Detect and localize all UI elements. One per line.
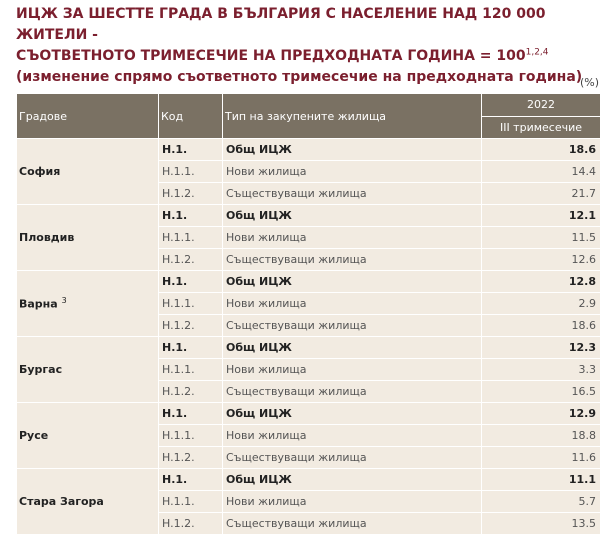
value-cell: 14.4 xyxy=(482,161,601,183)
type-cell: Общ ИЦЖ xyxy=(223,205,482,227)
code-cell: H.1.1. xyxy=(159,425,223,447)
value-cell: 3.3 xyxy=(482,359,601,381)
code-cell: H.1. xyxy=(159,337,223,359)
type-cell: Нови жилища xyxy=(223,359,482,381)
header-year: 2022 xyxy=(482,94,601,117)
value-cell: 11.1 xyxy=(482,469,601,491)
value-cell: 21.7 xyxy=(482,183,601,205)
code-cell: H.1.2. xyxy=(159,447,223,469)
type-cell: Нови жилища xyxy=(223,227,482,249)
value-cell: 2.9 xyxy=(482,293,601,315)
type-cell: Общ ИЦЖ xyxy=(223,403,482,425)
table-row xyxy=(17,205,601,227)
type-cell: Съществуващи жилища xyxy=(223,315,482,337)
unit-label: (%) xyxy=(579,76,599,89)
city-name: Русе xyxy=(19,429,49,442)
code-cell: H.1. xyxy=(159,271,223,293)
type-cell: Нови жилища xyxy=(223,161,482,183)
table-row xyxy=(17,469,601,491)
table-row xyxy=(17,337,601,359)
value-cell: 18.6 xyxy=(482,139,601,161)
title-line-2-text: СЪОТВЕТНОТО ТРИМЕСЕЧИЕ НА ПРЕДХОДНАТА ГОДИНА = 100 xyxy=(16,48,526,64)
value-cell: 5.7 xyxy=(482,491,601,513)
table-row xyxy=(17,139,601,161)
type-cell: Съществуващи жилища xyxy=(223,447,482,469)
city-footnote-ref: 3 xyxy=(61,296,67,306)
table-row xyxy=(17,403,601,425)
value-cell: 11.6 xyxy=(482,447,601,469)
hpi-table xyxy=(16,93,601,535)
value-cell: 16.5 xyxy=(482,381,601,403)
title-footnote-refs: 1,2,4 xyxy=(525,47,549,58)
header-city: Градове xyxy=(17,94,159,139)
city-name-cell xyxy=(17,403,159,469)
code-cell: H.1. xyxy=(159,205,223,227)
code-cell: H.1. xyxy=(159,403,223,425)
type-cell: Общ ИЦЖ xyxy=(223,139,482,161)
code-cell: H.1. xyxy=(159,139,223,161)
page-title xyxy=(16,4,612,88)
type-cell: Нови жилища xyxy=(223,293,482,315)
type-cell: Общ ИЦЖ xyxy=(223,469,482,491)
type-cell: Съществуващи жилища xyxy=(223,183,482,205)
city-name-cell xyxy=(17,271,159,337)
header-quarter: III тримесечие xyxy=(482,116,601,139)
code-cell: H.1.2. xyxy=(159,249,223,271)
value-cell: 12.1 xyxy=(482,205,601,227)
value-cell: 11.5 xyxy=(482,227,601,249)
code-cell: H.1.2. xyxy=(159,381,223,403)
type-cell: Общ ИЦЖ xyxy=(223,337,482,359)
header-type: Тип на закупените жилища xyxy=(223,94,482,139)
code-cell: H.1.1. xyxy=(159,491,223,513)
type-cell: Съществуващи жилища xyxy=(223,513,482,535)
code-cell: H.1.2. xyxy=(159,315,223,337)
value-cell: 18.6 xyxy=(482,315,601,337)
value-cell: 12.6 xyxy=(482,249,601,271)
title-line-2 xyxy=(16,46,612,67)
type-cell: Общ ИЦЖ xyxy=(223,271,482,293)
type-cell: Съществуващи жилища xyxy=(223,381,482,403)
header-code: Код xyxy=(159,94,223,139)
code-cell: H.1.2. xyxy=(159,183,223,205)
title-line-3: (изменение спрямо съответното тримесечие на предходната година) xyxy=(16,69,583,85)
value-cell: 12.3 xyxy=(482,337,601,359)
type-cell: Нови жилища xyxy=(223,491,482,513)
value-cell: 13.5 xyxy=(482,513,601,535)
city-name-cell xyxy=(17,139,159,205)
code-cell: H.1.1. xyxy=(159,161,223,183)
value-cell: 18.8 xyxy=(482,425,601,447)
value-cell: 12.9 xyxy=(482,403,601,425)
type-cell: Нови жилища xyxy=(223,425,482,447)
city-name-cell xyxy=(17,337,159,403)
code-cell: H.1.1. xyxy=(159,359,223,381)
city-name-cell xyxy=(17,469,159,535)
city-name: Бургас xyxy=(19,363,63,376)
city-name: Пловдив xyxy=(19,231,75,244)
code-cell: H.1.1. xyxy=(159,227,223,249)
value-cell: 12.8 xyxy=(482,271,601,293)
city-name-cell xyxy=(17,205,159,271)
code-cell: H.1.2. xyxy=(159,513,223,535)
city-name: Стара Загора xyxy=(19,495,104,508)
title-line-1: ИЦЖ ЗА ШЕСТТЕ ГРАДА В БЪЛГАРИЯ С НАСЕЛЕНИЕ НАД 120 000 ЖИТЕЛИ - xyxy=(16,6,546,43)
table-row xyxy=(17,271,601,293)
city-name: Варна xyxy=(19,297,58,311)
table-body xyxy=(17,139,601,535)
code-cell: H.1. xyxy=(159,469,223,491)
city-name: София xyxy=(19,165,61,178)
code-cell: H.1.1. xyxy=(159,293,223,315)
type-cell: Съществуващи жилища xyxy=(223,249,482,271)
